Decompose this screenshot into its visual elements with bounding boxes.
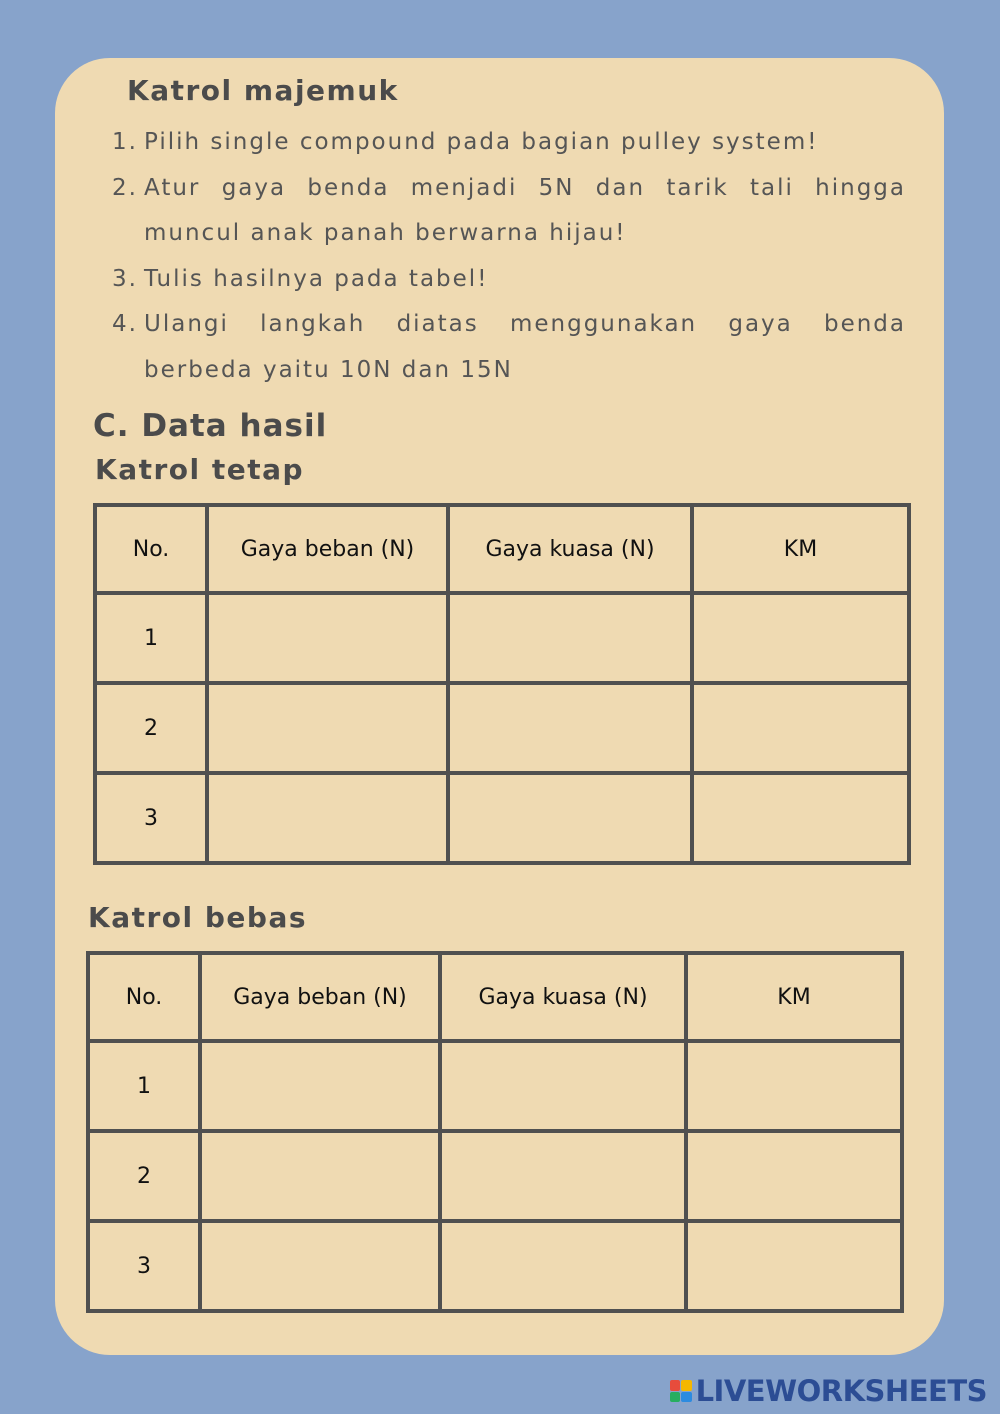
step-number: 3. [112,265,138,292]
row-number: 2 [88,1131,200,1221]
table-row [88,1221,902,1311]
section-title: C. Data hasil [93,408,328,444]
gaya-kuasa-cell[interactable] [440,1041,686,1131]
data-table-katrol-bebas [86,951,904,1313]
gaya-beban-cell[interactable] [207,773,448,863]
instruction-step [112,257,906,303]
km-cell[interactable] [692,773,909,863]
km-cell[interactable] [692,593,909,683]
table-row [95,773,909,863]
header-gaya-beban: Gaya beban (N) [207,505,448,593]
step-text: Tulis hasilnya pada tabel! [144,265,489,292]
watermark-text: LIVEWORKSHEETS [695,1374,987,1408]
data-table-katrol-tetap [93,503,911,865]
row-number: 1 [95,593,207,683]
header-no: No. [95,505,207,593]
gaya-beban-cell[interactable] [200,1041,440,1131]
gaya-beban-cell[interactable] [207,683,448,773]
gaya-kuasa-cell[interactable] [440,1131,686,1221]
step-number: 4. [112,311,138,337]
header-no: No. [88,953,200,1041]
table-title-katrol-tetap: Katrol tetap [95,453,305,486]
table-header-row [88,953,902,1041]
step-number: 2. [112,174,138,201]
instruction-step [112,302,906,393]
instruction-step [112,166,906,257]
table-header-row [95,505,909,593]
gaya-beban-cell[interactable] [200,1131,440,1221]
row-number: 2 [95,683,207,773]
table-title-katrol-bebas: Katrol bebas [88,901,308,934]
header-km: KM [686,953,902,1041]
step-text: Pilih single compound pada bagian pulley system! [144,129,819,155]
liveworksheets-watermark [670,1374,987,1408]
header-gaya-kuasa: Gaya kuasa (N) [448,505,692,593]
gaya-kuasa-cell[interactable] [448,773,692,863]
gaya-beban-cell[interactable] [207,593,448,683]
table-row [95,593,909,683]
step-text: Atur gaya benda menjadi 5N dan tarik tali hingga muncul anak panah berwarna hijau! [144,174,906,246]
step-number: 1. [112,129,138,155]
gaya-kuasa-cell[interactable] [448,683,692,773]
instruction-step [112,120,906,166]
activity-heading: Katrol majemuk [127,74,399,107]
liveworksheets-logo-icon [670,1380,692,1402]
gaya-beban-cell[interactable] [200,1221,440,1311]
row-number: 3 [88,1221,200,1311]
gaya-kuasa-cell[interactable] [440,1221,686,1311]
table-row [88,1131,902,1221]
instruction-list [112,120,906,393]
row-number: 3 [95,773,207,863]
header-km: KM [692,505,909,593]
header-gaya-kuasa: Gaya kuasa (N) [440,953,686,1041]
step-text: Ulangi langkah diatas menggunakan gaya benda berbeda yaitu 10N dan 15N [144,311,906,383]
km-cell[interactable] [686,1131,902,1221]
header-gaya-beban: Gaya beban (N) [200,953,440,1041]
table-row [95,683,909,773]
table-row [88,1041,902,1131]
km-cell[interactable] [686,1041,902,1131]
km-cell[interactable] [686,1221,902,1311]
gaya-kuasa-cell[interactable] [448,593,692,683]
row-number: 1 [88,1041,200,1131]
km-cell[interactable] [692,683,909,773]
